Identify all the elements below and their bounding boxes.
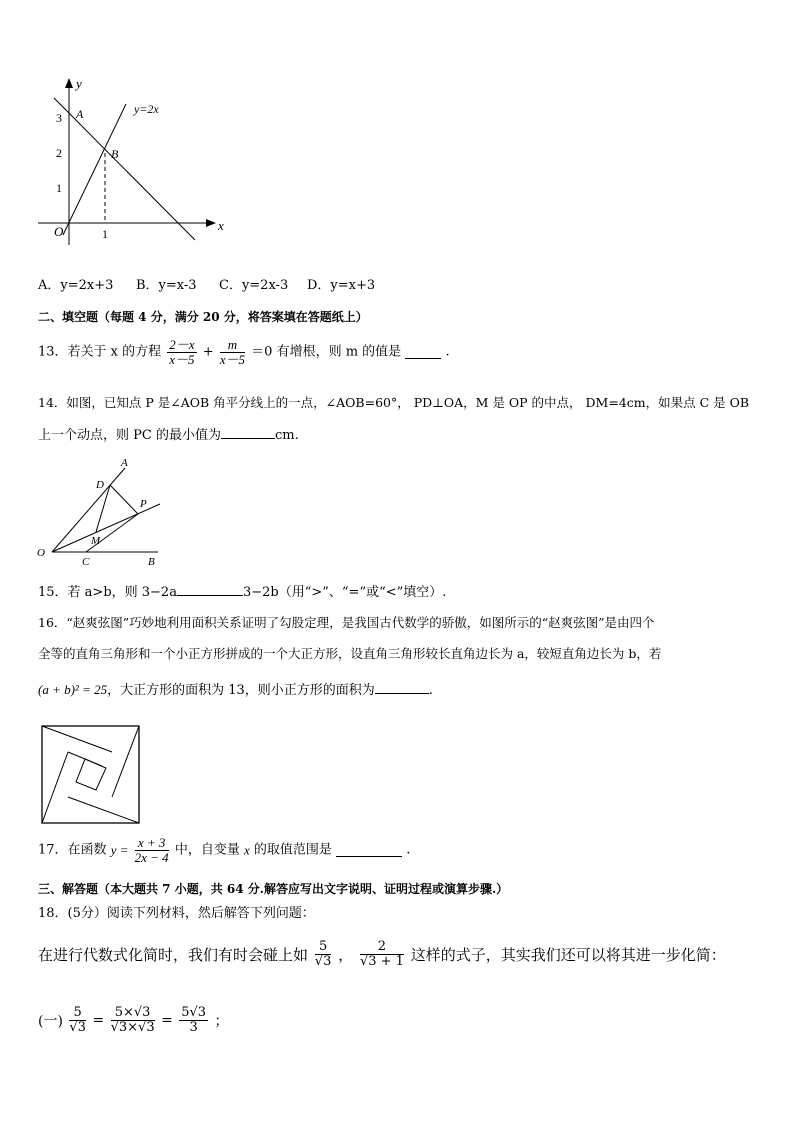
segment-dm [96, 485, 110, 532]
q18-m-numerator: 5×√3 [111, 1006, 155, 1021]
triangle-edge-4 [42, 752, 68, 823]
inner-edge-4 [78, 784, 112, 797]
q13-end: . [445, 344, 450, 360]
point-b-label: B [111, 147, 119, 161]
x-axis-arrow-icon [206, 219, 216, 227]
q16-equation: (a + b)² = 25 [38, 682, 108, 697]
q15-suffix: 3−2b（用“>”、“=”或“<”填空）. [242, 585, 447, 600]
q18-step-fraction-result [179, 1006, 208, 1035]
q18-m-denominator: √3×√3 [110, 1020, 155, 1035]
q18-intro [38, 940, 726, 969]
tick-y-2: 2 [56, 146, 62, 160]
ray-op [52, 504, 160, 552]
q18-r-denominator: 3 [189, 1020, 198, 1035]
q16-line-3-end: . [428, 683, 433, 698]
q13-plus: + [202, 344, 214, 360]
x-axis-label: x [218, 218, 224, 233]
q17-middle: 中，自变量 [174, 842, 240, 858]
q13-frac2-denominator: x－5 [219, 352, 246, 367]
q17-prefix: 17．在函数 [38, 842, 107, 858]
q16-line-1: 16．“赵爽弦图”巧妙地利用面积关系证明了勾股定理，是我国古代数学的骄傲，如图所示的“赵爽弦图”是由四个 [38, 615, 655, 630]
q18-comma: ， [338, 946, 354, 964]
q18-eq-1: = [92, 1012, 105, 1029]
y-axis-arrow-icon [65, 78, 73, 88]
q17-suffix: 的取值范围是 [253, 842, 332, 858]
q15-prefix: 15．若 a>b，则 3−2a [38, 585, 177, 600]
q17-variable: x [243, 842, 250, 858]
angle-bisector-figure [30, 452, 180, 572]
q14-answer-blank[interactable] [221, 426, 275, 439]
segment-dp [110, 485, 138, 514]
point-a-label: A [76, 107, 84, 121]
q18-f1-denominator: √3 [314, 954, 332, 969]
label-c: C [82, 556, 90, 568]
q17-y-equals: y = [110, 842, 129, 858]
q16-line-3 [38, 681, 433, 699]
tick-x-1: 1 [102, 227, 108, 241]
q16-line-3-text: ，大正方形的面积为 13，则小正方形的面积为 [107, 683, 375, 698]
q13-frac1-denominator: x－5 [169, 352, 195, 367]
inner-square-outline [76, 759, 106, 790]
q16-line-2: 全等的直角三角形和一个小正方形拼成的一个大正方形，设直角三角形较长直角边长为 a，较短直角边长为 b，若 [38, 646, 662, 661]
q13-prefix: 13．若关于 x 的方程 [38, 344, 162, 360]
origin-label: O [54, 224, 64, 239]
q13-frac1-numerator: 2－x [169, 337, 195, 352]
q18-step-fraction-start [69, 1006, 86, 1035]
q18-r-numerator: 5√3 [181, 1005, 207, 1020]
q18-intro-suffix: 这样的式子，其实我们还可以将其进一步化简： [410, 946, 726, 964]
q18-intro-prefix: 在进行代数式化简时，我们有时会碰上如 [38, 946, 309, 964]
q13-frac2-numerator: m [220, 338, 245, 353]
q13-fraction-1 [167, 338, 196, 367]
question-13 [38, 338, 450, 367]
inner-edge-5 [92, 766, 102, 797]
label-a: A [121, 457, 128, 469]
triangle-edge-2 [112, 726, 139, 797]
section-2-title: 二、填空题（每题 4 分，满分 20 分，将答案填在答题纸上） [38, 310, 368, 324]
q17-end: . [406, 842, 411, 858]
q14-line-2-prefix: 上一个动点，则 PC 的最小值为 [38, 428, 221, 443]
linear-graph-figure [30, 70, 240, 250]
q18-f1-numerator: 5 [315, 940, 332, 955]
label-d: D [96, 479, 104, 491]
q17-fraction [135, 836, 169, 865]
tick-y-3: 3 [56, 111, 62, 125]
q18-s-denominator: √3 [69, 1020, 86, 1035]
inner-edge-2 [102, 766, 112, 797]
q18-step-fraction-middle [111, 1006, 155, 1035]
ray-oa [52, 468, 125, 552]
q17-answer-blank[interactable] [336, 844, 402, 857]
inner-edge-3 [68, 752, 78, 784]
q16-answer-blank[interactable] [375, 681, 429, 694]
label-p: P [140, 498, 147, 510]
section-3-title: 三、解答题（本大题共 7 小题，共 64 分.解答应写出文字说明、证明过程或演算步骤.） [38, 882, 509, 896]
q18-title: 18．(5分）阅读下列材料，然后解答下列问题： [38, 906, 315, 921]
q15-answer-blank[interactable] [177, 583, 243, 596]
q17-denominator: 2x − 4 [134, 850, 169, 865]
q17-numerator: x + 3 [135, 836, 169, 851]
triangle-edge-3 [68, 797, 139, 823]
line-y-2x [63, 104, 126, 235]
q12-option-d: D．y=x+3 [307, 278, 376, 293]
zhao-shuang-figure [40, 724, 142, 828]
q13-suffix: ＝0 有增根，则 m 的值是 [251, 344, 402, 360]
tick-y-1: 1 [56, 181, 62, 195]
y-axis-label: y [76, 76, 82, 91]
q18-step-end: ； [214, 1013, 229, 1030]
q18-eq-2: = [161, 1012, 173, 1029]
q18-f2-numerator: 2 [360, 940, 404, 955]
q14-line-1: 14．如图，已知点 P 是∠AOB 角平分线上的一点，∠AOB=60°， PD⊥OA，M 是 OP 的中点， DM=4cm，如果点 C 是 OB [38, 395, 750, 410]
q13-answer-blank[interactable] [405, 346, 441, 359]
triangle-edge-1 [42, 726, 112, 752]
q18-step-1 [38, 1006, 229, 1035]
large-square [42, 726, 139, 823]
question-15 [38, 583, 446, 601]
line-y-2x-label: y=2x [134, 102, 159, 116]
q18-s-numerator: 5 [69, 1006, 86, 1021]
q18-fraction-5-over-root3 [315, 940, 332, 969]
label-b: B [148, 556, 155, 568]
q12-option-c: C．y=2x-3 [219, 278, 289, 293]
q18-step-label: (一) [38, 1013, 63, 1030]
q18-fraction-2-over-root3-plus-1 [360, 940, 404, 969]
q12-option-b: B．y=x-3 [136, 278, 197, 293]
q12-option-a: A．y=2x+3 [38, 278, 114, 293]
q14-line-2-suffix: cm. [274, 428, 299, 443]
question-17 [38, 836, 410, 865]
q14-line-2 [38, 426, 299, 444]
q13-fraction-2 [220, 338, 245, 367]
label-o: O [37, 547, 45, 559]
q18-f2-denominator: √3 + 1 [359, 954, 404, 969]
label-m: M [91, 535, 101, 547]
small-square [68, 752, 112, 797]
